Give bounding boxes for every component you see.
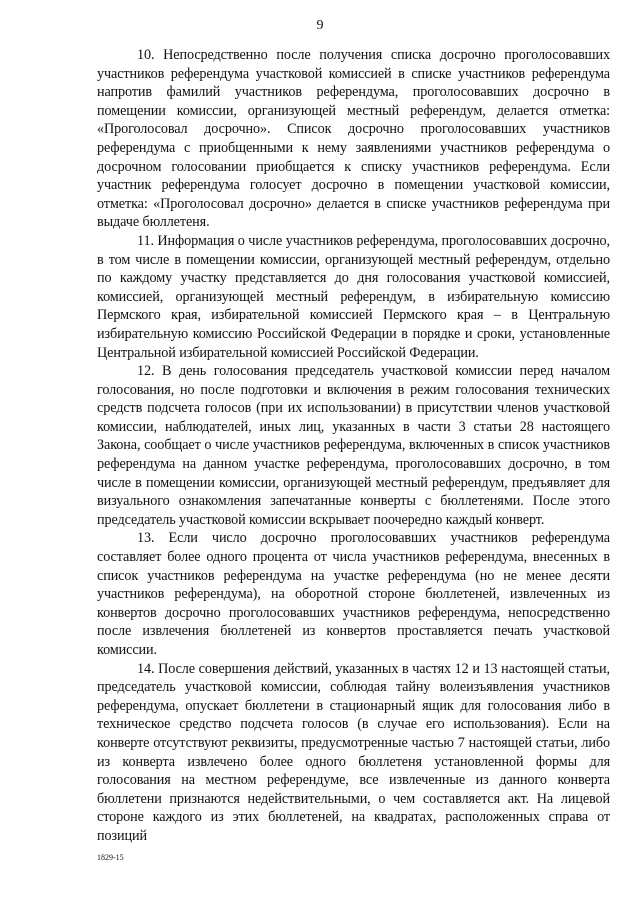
document-code: 1829-15 <box>97 853 124 862</box>
paragraph-14: 14. После совершения действий, указанных в частях 12 и 13 настоящей статьи, председатель участковой комиссии, соблюдая тайну волеизъявления участников референдума, опускает бюллетени в стационарный ящик для голосования либо в техническое средство подсчета голосов (в случае его использования). Если на конверте отсутствуют реквизиты, предусмотренные частью 7 настоящей статьи, либо из конверта извлечено более одного бюллетеня установленной формы для голосования на местном референдуме, все извлеченные из данного конверта бюллетени признаются недействительными, о чем составляется акт. На лицевой стороне каждого из этих бюллетеней, на квадратах, расположенных справа от позиций <box>97 660 610 844</box>
paragraph-13: 13. Если число досрочно проголосовавших участников референдума составляет более одного процента от числа участников референдума, внесенных в список участников референдума на участке референдума (но не менее десяти участников референдума), на оборотной стороне бюллетеней, извлеченных из конвертов досрочно проголосовавших участников референдума, непосредственно после извлечения бюллетеней из конвертов проставляется печать участковой комиссии. <box>97 530 610 658</box>
page-number: 9 <box>316 18 324 33</box>
document-body <box>97 46 610 846</box>
paragraph-12: 12. В день голосования председатель участковой комиссии перед началом голосования, но после подготовки и включения в режим голосования технических средств подсчета голосов (при их использовании) в присутствии членов участковой комиссии, наблюдателей, иных лиц, указанных в части 3 статьи 28 настоящего Закона, сообщает о числе участников референдума, включенных в список участников референдума на данном участке референдума, проголосовавших досрочно, в том числе в помещении комиссии, организующей местный референдум, предъявляет для визуального ознакомления запечатанные конверты с бюллетенями. После этого председатель участковой комиссии вскрывает поочередно каждый конверт. <box>97 363 610 528</box>
paragraph-10: 10. Непосредственно после получения списка досрочно проголосовавших участников референдума участковой комиссией в списке участников референдума напротив фамилий участников референдума, проголосовавших досрочно в помещении комиссии, организующей местный референдум, делается отметка: «Проголосовал досрочно». Список досрочно проголосовавших участников референдума с приобщенными к нему заявлениями участников референдума о досрочном голосовании приобщается к списку участников референдума. Если участник референдума голосует досрочно в помещении участковой комиссии, отметка: «Проголосовал досрочно» делается в списке участников референдума при выдаче бюллетеня. <box>97 47 610 231</box>
paragraph-11: 11. Информация о числе участников референдума, проголосовавших досрочно, в том числе в помещении комиссии, организующей местный референдум, отдельно по каждому участку представляется до дня голосования участковой комиссией, комиссией, организующей местный референдум, в избирательную комиссию Пермского края, избирательной комиссией Пермского края – в Центральную избирательную комиссию Российской Федерации в порядке и сроки, установленные Центральной избирательной комиссией Российской Федерации. <box>97 232 610 361</box>
